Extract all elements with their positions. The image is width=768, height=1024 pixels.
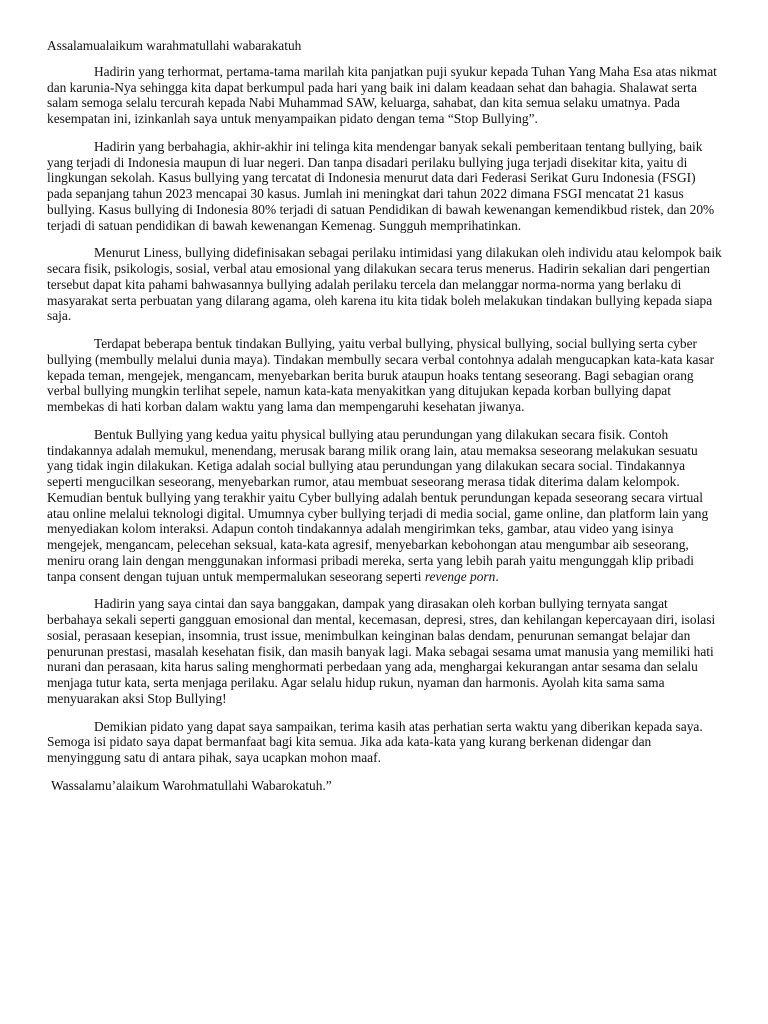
- paragraph-definition: Menurut Liness, bullying didefinisakan sebagai perilaku intimidasi yang dilakukan oleh individu atau kelompok baik secara fisik, psikologis, sosial, verbal atau emosional yang dilakukan secara terus menerus. Hadirin sekalian dari pengertian tersebut dapat kita pahami bahwasannya bullying adalah perilaku tercela dan melanggar norma-norma yang berlaku di masyarakat serta perbuatan yang dilarang agama, oleh karena itu kita tidak boleh melakukan tindakan bullying kepada siapa saja.: [47, 245, 722, 324]
- document-page: [47, 38, 723, 794]
- paragraph-closing-remarks: Demikian pidato yang dapat saya sampaikan, terima kasih atas perhatian serta waktu yang diberikan kepada saya. Semoga isi pidato saya dapat bermanfaat bagi kita semua. Jika ada kata-kata yang kurang berkenan didengar dan menyinggung satu di antara pihak, saya ucapkan mohon maaf.: [47, 718, 703, 765]
- paragraph-physical-social-cyber-text: Bentuk Bullying yang kedua yaitu physical bullying atau perundungan yang dilakukan secara fisik. Contoh tindakannya adalah memukul, menendang, merusak barang milik orang lain, atau memaksa seseorang melakukan sesuatu yang tidak ingin dilakukan. Ketiga adalah social bullying atau perundungan yang dilakukan secara social. Tindakannya seperti mengucilkan seseorang, menyebarkan rumor, atau membuat seseorang merasa tidak diterima dalam kelompok. Kemudian bentuk bullying yang terakhir yaitu Cyber bullying adalah bentuk perundungan kepada seseorang secara virtual atau online melalui teknologi digital. Umumnya cyber bullying terjadi di media social, game online, dan platform lain yang menyediakan kolom interaksi. Adapun contoh tindakannya adalah mengirimkan teks, gambar, atau video yang isinya mengejek, mengancam, pelecehan seksual, kata-kata agresif, menyebarkan kebohongan atau mengumbar aib seseorang, meniru orang lain dengan menggunakan informasi pribadi mereka, serta yang lebih parah yaitu mengunggah klip pribadi tanpa consent dengan tujuan untuk mempermalukan seseorang seperti: [47, 426, 709, 584]
- italic-term: revenge porn: [424, 568, 496, 584]
- paragraph-physical-social-cyber: [47, 427, 723, 585]
- greeting: Assalamualaikum warahmatullahi wabarakatuh: [47, 38, 302, 53]
- paragraph-opening: Hadirin yang terhormat, pertama-tama marilah kita panjatkan puji syukur kepada Tuhan Yang Maha Esa atas nikmat dan karunia-Nya sehingga kita dapat berkumpul pada hari yang baik ini dalam keadaan sehat dan bahagia. Shalawat serta salam semoga selalu tercurah kepada Nabi Muhammad SAW, keluarga, sahabat, dan kita semua selaku umatnya. Pada kesempatan ini, izinkanlah saya untuk menyampaikan pidato dengan tema “Stop Bullying”.: [47, 63, 717, 126]
- italic-term-period: .: [495, 568, 499, 584]
- closing-salutation: Wassalamu’alaikum Warohmatullahi Wabarokatuh.”: [51, 777, 332, 793]
- paragraph-bullying-news: Hadirin yang berbahagia, akhir-akhir ini telinga kita mendengar banyak sekali pemberitaan tentang bullying, baik yang terjadi di Indonesia maupun di luar negeri. Dan tanpa disadari perilaku bullying juga terjadi disekitar kita, yaitu di lingkungan sekolah. Kasus bullying yang tercatat di Indonesia menurut data dari Federasi Serikat Guru Indonesia (FSGI) pada sepanjang tahun 2023 mencapai 30 kasus. Jumlah ini meningkat dari tahun 2022 dimana FSGI mencatat 21 kasus bullying. Kasus bullying di Indonesia 80% terjadi di satuan Pendidikan di bawah kewenangan kemendikbud ristek, dan 20% terjadi di satuan pendidikan di bawah kewenangan Kemenag. Sungguh memprihatinkan.: [47, 138, 715, 233]
- paragraph-verbal-bullying: Terdapat beberapa bentuk tindakan Bullying, yaitu verbal bullying, physical bullying, social bullying serta cyber bullying (membully melalui dunia maya). Tindakan membully secara verbal contohnya adalah mengucapkan kata-kata kasar kepada teman, mengejek, mengancam, menyebarkan berita buruk ataupun hoaks tentang seseorang. Bagi sebagian orang verbal bullying mungkin terlihat sepele, namun kata-kata menyakitkan yang ditujukan kepada korban bullying dapat membekas di hati korban dalam waktu yang lama dan mempengaruhi kesehatan jiwanya.: [47, 336, 715, 414]
- paragraph-impact: Hadirin yang saya cintai dan saya banggakan, dampak yang dirasakan oleh korban bullying ternyata sangat berbahaya sekali seperti gangguan emosional dan mental, kecemasan, depresi, stres, dan kehilangan kepercayaan diri, isolasi sosial, perasaan kesepian, insomnia, trust issue, menimbulkan keinginan balas dendam, penurunan semangat belajar dan penurunan prestasi, masalah kesehatan fisik, dan masih banyak lagi. Maka sebagai sesama umat manusia yang memiliki hati nurani dan perasaan, kita harus saling menghormati perbedaan yang ada, menghargai kekurangan antar sesama dan selalu menjaga tutur kata, serta menjaga perilaku. Agar selalu hidup rukun, nyaman dan harmonis. Ayolah kita sama sama menyuarakan aksi Stop Bullying!: [47, 596, 716, 706]
